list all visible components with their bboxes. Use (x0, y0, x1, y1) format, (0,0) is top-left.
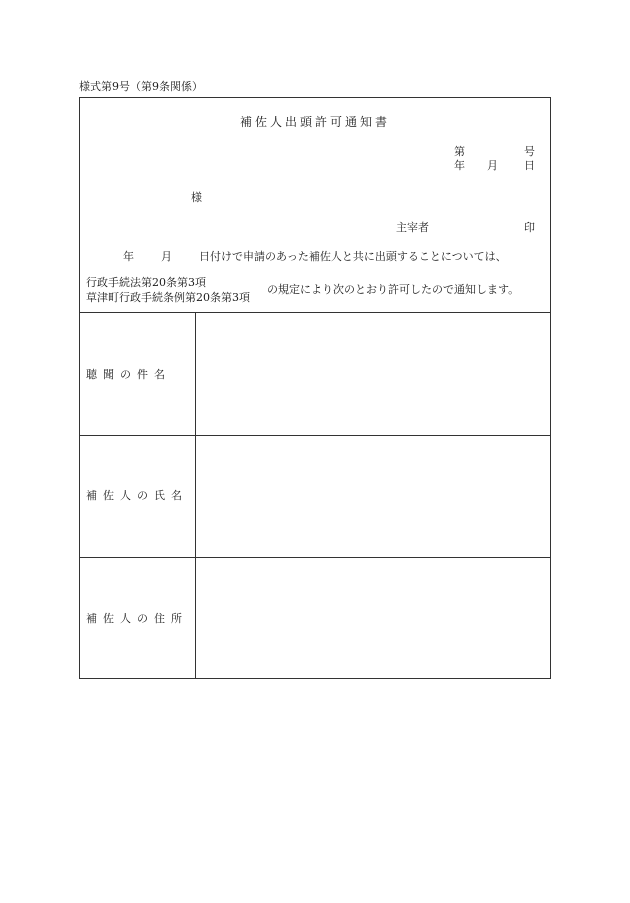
header-divider (80, 312, 550, 313)
law-option-1: 行政手続法第20条第3項 (86, 276, 206, 289)
label-column-divider (195, 312, 196, 678)
notice-form (79, 97, 551, 679)
body-month: 月 (161, 250, 172, 263)
form-number-label: 様式第9号（第9条関係） (79, 80, 203, 93)
row-label: 補佐人の氏名 (86, 489, 188, 502)
date-day: 日 (524, 159, 535, 172)
date-month: 月 (487, 159, 498, 172)
seal-mark: 印 (524, 221, 535, 234)
row-divider (80, 557, 550, 558)
addressee-suffix: 様 (191, 191, 202, 204)
date-year: 年 (454, 159, 465, 172)
number-dai: 第 (454, 145, 465, 158)
form-title: 補佐人出頭許可通知書 (239, 115, 390, 129)
number-go: 号 (524, 145, 535, 158)
row-label: 聴聞の件名 (86, 368, 171, 381)
body-text-line2: の規定により次のとおり許可したので通知します。 (267, 283, 520, 296)
row-label: 補佐人の住所 (86, 612, 188, 625)
host-label: 主宰者 (396, 221, 429, 234)
law-option-2: 草津町行政手続条例第20条第3項 (86, 291, 250, 304)
row-divider (80, 435, 550, 436)
body-year: 年 (123, 250, 134, 263)
body-text-line1: 日付けで申請のあった補佐人と共に出頭することについては、 (199, 250, 507, 263)
